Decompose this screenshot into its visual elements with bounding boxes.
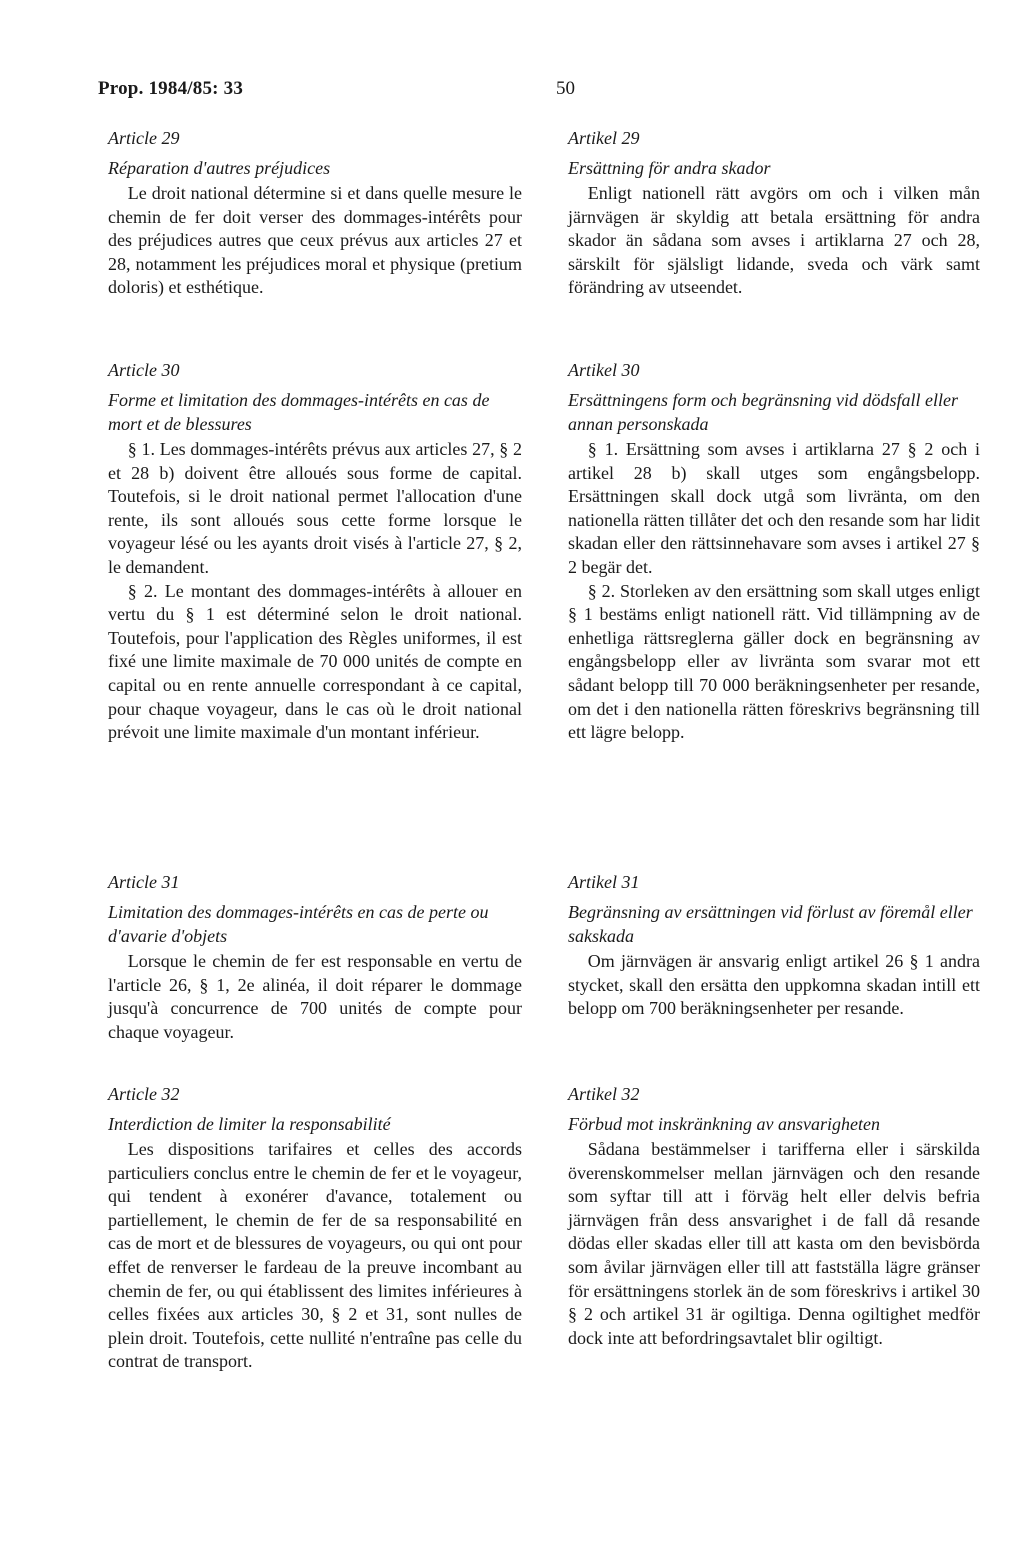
page-number: 50 <box>556 78 575 99</box>
article-subtitle: Förbud mot inskränkning av ansvarigheten <box>568 1114 880 1134</box>
article-subtitle: Ersättning för andra skador <box>568 158 771 178</box>
article-paragraph: § 1. Ersättning som avses i artiklarna 27 § 2 och i artikel 28 b) skall utges som engångsbelopp. Ersättningen skall dock utgå som livränta, om den nationella rätten tillåter det och den resande som har lidit skadan eller den rättsinnehavare som avses i artikel 27 § 2 begär det. <box>568 439 980 577</box>
article-title: Artikel 32 <box>568 1084 640 1104</box>
article-subtitle: Forme et limitation des dommages-intérêts en cas de mort et de blessures <box>108 390 490 434</box>
article-paragraph: Enligt nationell rätt avgörs om och i vilken mån järnvägen är skyldig att betala ersättning för andra skador än sådana som avses i artiklarna 27 och 28, särskilt för själsligt lidande, sveda och värk samt förändring av utseendet. <box>568 183 980 298</box>
article-paragraph: § 2. Le montant des dommages-intérêts à allouer en vertu du § 1 est déterminé selon le droit national. Toutefois, pour l'application des Règles uniformes, il est fixé une limite maximale de 70 000 unités de compte en capital ou en rente annuelle correspondant à ce capital, pour chaque voyageur, dans le cas où le droit national prévoit une limite maximale d'un montant inférieur. <box>108 580 522 743</box>
article-29-fr <box>108 126 522 300</box>
article-paragraph: Les dispositions tarifaires et celles des accords particuliers conclus entre le chemin de fer et le voyageur, qui tendent à exonérer d'avance, totalement ou partiellement, le chemin de fer de sa responsabilité en cas de mort et de blessures de voyageurs, ou qui ont pour effet de renverser le fardeau de la preuve incombant au chemin de fer, ou qui établissent des limites inférieures à celles fixées aux articles 30, § 2 et 31, sont nulles de plein droit. Toutefois, cette nullité n'entraîne pas celle du contrat de transport. <box>108 1139 522 1372</box>
article-subtitle: Interdiction de limiter la responsabilité <box>108 1114 391 1134</box>
document-reference: Prop. 1984/85: 33 <box>98 78 244 99</box>
article-paragraph: Le droit national détermine si et dans quelle mesure le chemin de fer doit verser des dommages-intérêts pour des préjudices autres que ceux prévus aux articles 27 et 28, notamment les préjudices moral et physique (pretium doloris) et esthétique. <box>108 183 522 298</box>
article-paragraph: § 2. Storleken av den ersättning som skall utges enligt § 1 bestäms enligt nationell rätt. Vid tillämpning av de enhetliga rättsreglerna gäller dock en begränsning av engångsbelopp eller av livränta som svarar mot ett sådant belopp till 70 000 beräkningsenheter per resande, om det i den nationella rätten föreskrivs begränsning till ett lägre belopp. <box>568 580 980 743</box>
article-title: Article 32 <box>108 1084 180 1104</box>
article-paragraph: Sådana bestämmelser i tarifferna eller i särskilda överenskommelser mellan järnvägen och den resande som syftar till att i förväg helt eller delvis befria järnvägen från dess ansvarighet i de fall då resande dödas eller skadas eller till att kasta om den bevisbörda som åvilar järnvägen eller till att fastställa lägre gränser för ersättningens storlek än de som föreskrivs i artikel 30 § 2 och artikel 31 är ogiltiga. Denna ogiltighet medför dock inte att befordringsavtalet blir ogiltigt. <box>568 1139 980 1348</box>
article-paragraph: Om järnvägen är ansvarig enligt artikel 26 § 1 andra stycket, skall den ersätta den uppkomna skadan intill ett belopp om 700 beräkningsenheter per resande. <box>568 951 980 1019</box>
article-30-fr <box>108 358 522 745</box>
article-29-sv <box>568 126 980 300</box>
article-title: Article 29 <box>108 128 180 148</box>
article-title: Article 31 <box>108 872 180 892</box>
article-31-sv <box>568 870 980 1021</box>
article-paragraph: Lorsque le chemin de fer est responsable en vertu de l'article 26, § 1, 2e alinéa, il doit réparer le dommage jusqu'à concurrence de 700 unités de compte pour chaque voyageur. <box>108 951 522 1042</box>
article-subtitle: Ersättningens form och begränsning vid dödsfall eller annan personskada <box>568 390 958 434</box>
article-32-fr <box>108 1082 522 1374</box>
article-title: Article 30 <box>108 360 180 380</box>
article-31-fr <box>108 870 522 1044</box>
article-title: Artikel 31 <box>568 872 640 892</box>
article-subtitle: Limitation des dommages-intérêts en cas de perte ou d'avarie d'objets <box>108 902 489 946</box>
article-30-sv <box>568 358 980 745</box>
article-title: Artikel 30 <box>568 360 640 380</box>
article-title: Artikel 29 <box>568 128 640 148</box>
article-subtitle: Réparation d'autres préjudices <box>108 158 331 178</box>
article-paragraph: § 1. Les dommages-intérêts prévus aux articles 27, § 2 et 28 b) doivent être alloués sous forme de capital. Toutefois, si le droit national permet l'allocation d'une rente, ils sont alloués sous cette forme lorsque le voyageur lésé ou les ayants droit visés à l'article 27, § 2, le demandent. <box>108 439 522 577</box>
article-subtitle: Begränsning av ersättningen vid förlust av föremål eller sakskada <box>568 902 973 946</box>
article-32-sv <box>568 1082 980 1350</box>
